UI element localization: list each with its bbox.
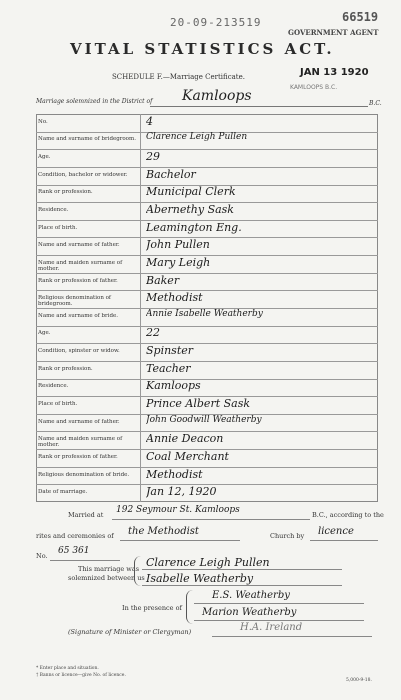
row-value: Methodist	[146, 291, 203, 305]
minister-signature: H.A. Ireland	[240, 622, 303, 633]
married-at-value: 192 Seymour St. Kamloops	[116, 505, 240, 515]
presence-label: In the presence of	[122, 604, 182, 612]
witness-2-signature: Marion Weatherby	[202, 607, 297, 618]
rites-value: the Methodist	[128, 526, 199, 537]
row-label: Residence.	[38, 207, 69, 213]
bride-signature: Isabelle Weatherby	[146, 572, 254, 585]
row-value: Spinster	[146, 344, 194, 358]
row-label: Rank or profession.	[38, 189, 93, 196]
signature-brace	[134, 556, 141, 586]
row-value: 4	[146, 114, 153, 128]
solemnized-label-2: solemnized between us	[68, 574, 145, 582]
row-value: Annie Deacon	[146, 432, 224, 446]
government-agent-stamp: GOVERNMENT AGENT	[288, 28, 379, 37]
document-title: VITAL STATISTICS ACT.	[70, 40, 335, 58]
groom-signature: Clarence Leigh Pullen	[146, 556, 270, 569]
license-no-label: No.	[36, 552, 48, 560]
row-label: Condition, bachelor or widower.	[38, 171, 128, 178]
row-label: Rank or profession of father.	[38, 277, 118, 284]
row-value: Bachelor	[146, 167, 196, 181]
row-label: Name and surname of father.	[38, 418, 120, 425]
row-label: Residence.	[38, 383, 69, 390]
file-number-stamp: 20-09-213519	[170, 16, 262, 29]
row-value: Abernethy Sask	[146, 203, 234, 216]
district-suffix: B.C.	[369, 100, 382, 107]
row-value: Coal Merchant	[146, 449, 229, 463]
minister-underline	[212, 636, 372, 637]
row-label: Rank or profession of father.	[38, 453, 118, 460]
license-no-underline	[50, 560, 120, 561]
license-no-value: 65 361	[58, 546, 90, 556]
row-label: Condition, spinster or widow.	[38, 348, 120, 355]
row-value: John Pullen	[146, 238, 210, 252]
church-underline	[310, 540, 378, 541]
row-label: Name and maiden surname of mother.	[38, 436, 123, 449]
groom-sig-underline	[142, 569, 342, 570]
row-label: Name and surname of bride.	[38, 312, 118, 319]
registration-number: 66519	[342, 10, 379, 24]
district-label: Marriage solemnized in the District of	[36, 98, 153, 105]
received-place-stamp: KAMLOOPS B.C.	[290, 84, 338, 91]
rites-label: rites and ceremonies of	[36, 532, 114, 540]
witness-2-underline	[194, 620, 364, 621]
row-value: Annie Isabelle Weatherby	[146, 308, 263, 319]
row-label: Age.	[38, 330, 51, 337]
row-value: Clarence Leigh Pullen	[146, 132, 248, 143]
received-date-stamp: JAN 13 1920	[300, 67, 369, 78]
witness-1-underline	[194, 603, 364, 604]
row-label: Religious denomination of bridegroom.	[38, 295, 111, 308]
row-value: Mary Leigh	[146, 255, 211, 269]
row-value: 22	[146, 326, 160, 340]
schedule-heading: SCHEDULE F.—Marriage Certificate.	[112, 73, 245, 81]
row-label: Name and maiden surname of mother.	[38, 259, 123, 272]
row-value: Jan 12, 1920	[146, 485, 217, 499]
row-label: Religious denomination of bride.	[38, 471, 130, 478]
footnote-2: † Banns or licence—give No. of licence.	[36, 673, 126, 678]
row-value: Prince Albert Sask	[146, 397, 251, 410]
bride-sig-underline	[142, 585, 342, 586]
church-value: licence	[318, 526, 354, 537]
row-value: Municipal Clerk	[146, 185, 236, 199]
row-value: Teacher	[146, 361, 191, 375]
row-label: Place of birth.	[38, 224, 78, 231]
church-label: Church by	[270, 532, 305, 540]
row-label: Date of marriage.	[38, 489, 88, 496]
married-at-suffix: B.C., according to the	[312, 511, 384, 519]
row-label: Name and surname of bridegroom.	[38, 136, 136, 143]
rites-underline	[120, 540, 240, 541]
form-code: 5,000-9-18.	[346, 678, 372, 683]
minister-label: (Signature of Minister or Clergyman)	[68, 628, 192, 636]
witness-brace	[186, 590, 193, 624]
row-label: Name and surname of father.	[38, 242, 120, 249]
footnote-1: * Enter place and situation.	[36, 666, 99, 671]
married-at-underline	[112, 519, 310, 520]
row-value: Leamington Eng.	[146, 220, 242, 234]
row-label: Age.	[38, 154, 51, 161]
district-value: Kamloops	[182, 88, 252, 104]
district-underline	[150, 106, 368, 107]
row-value: Baker	[146, 273, 180, 287]
row-value: John Goodwill Weatherby	[146, 414, 262, 425]
solemnized-label-1: This marriage was	[78, 565, 140, 573]
row-label: Place of birth.	[38, 401, 78, 407]
witness-1-signature: E.S. Weatherby	[212, 590, 290, 601]
row-value: 29	[146, 150, 160, 164]
row-label: No.	[38, 118, 48, 125]
married-at-label: Married at	[68, 511, 104, 519]
row-label: Rank or profession.	[38, 365, 93, 372]
row-value: Methodist	[146, 467, 203, 481]
row-value: Kamloops	[146, 379, 201, 393]
